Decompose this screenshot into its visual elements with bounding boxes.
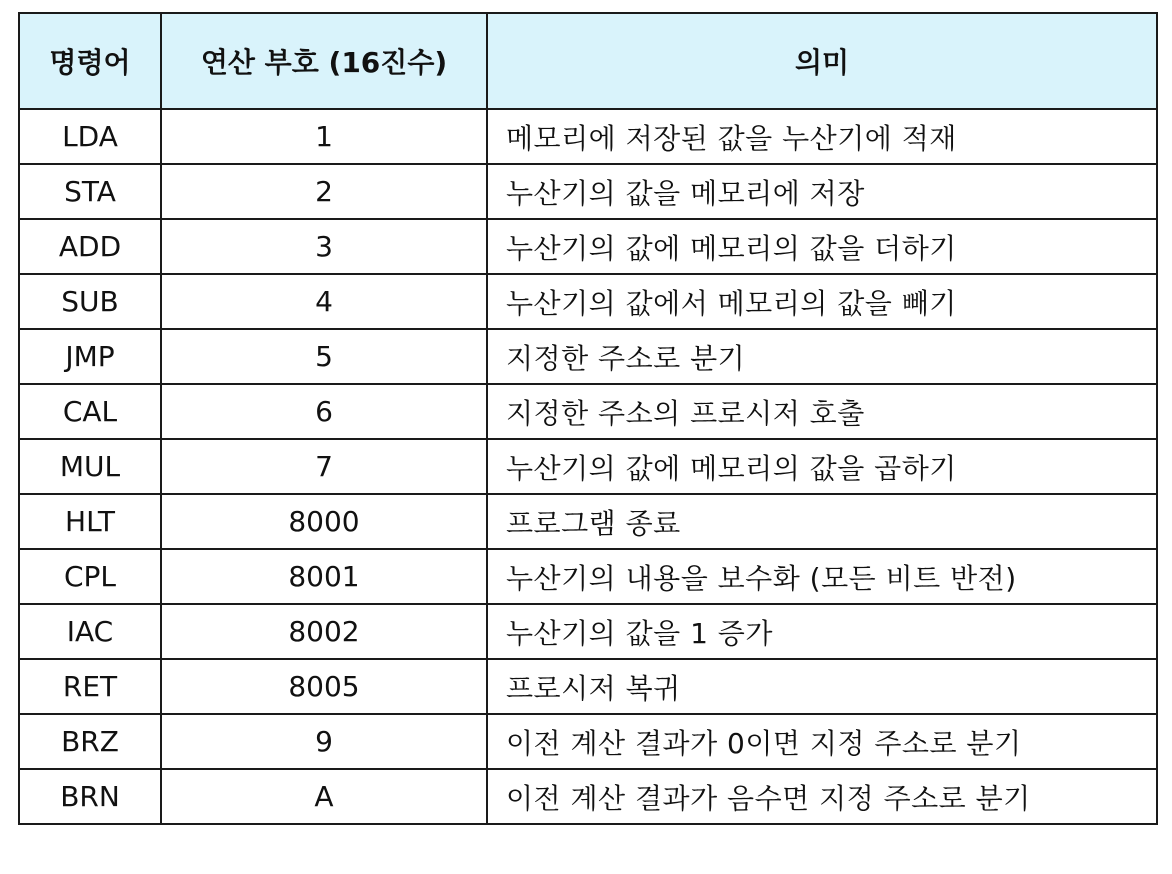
opcode-cell: 7 (161, 439, 487, 494)
mnemonic-cell: LDA (19, 109, 161, 164)
mnemonic-cell: MUL (19, 439, 161, 494)
table-row (19, 604, 1157, 659)
meaning-cell: 지정한 주소로 분기 (487, 329, 1157, 384)
table-body (19, 109, 1157, 824)
instruction-table-container (18, 12, 1156, 825)
opcode-cell: 5 (161, 329, 487, 384)
table-row (19, 329, 1157, 384)
mnemonic-cell: STA (19, 164, 161, 219)
opcode-cell: 4 (161, 274, 487, 329)
header-opcode: 연산 부호 (16진수) (161, 13, 487, 109)
meaning-cell: 메모리에 저장된 값을 누산기에 적재 (487, 109, 1157, 164)
meaning-cell: 누산기의 값을 1 증가 (487, 604, 1157, 659)
mnemonic-cell: IAC (19, 604, 161, 659)
meaning-cell: 누산기의 값에 메모리의 값을 더하기 (487, 219, 1157, 274)
opcode-cell: 8002 (161, 604, 487, 659)
opcode-cell: A (161, 769, 487, 824)
mnemonic-cell: BRZ (19, 714, 161, 769)
mnemonic-cell: BRN (19, 769, 161, 824)
meaning-cell: 누산기의 값을 메모리에 저장 (487, 164, 1157, 219)
opcode-cell: 8000 (161, 494, 487, 549)
mnemonic-cell: JMP (19, 329, 161, 384)
meaning-cell: 이전 계산 결과가 음수면 지정 주소로 분기 (487, 769, 1157, 824)
mnemonic-cell: HLT (19, 494, 161, 549)
table-row (19, 274, 1157, 329)
table-row (19, 439, 1157, 494)
mnemonic-cell: SUB (19, 274, 161, 329)
opcode-cell: 1 (161, 109, 487, 164)
opcode-cell: 8001 (161, 549, 487, 604)
header-meaning: 의미 (487, 13, 1157, 109)
table-row (19, 549, 1157, 604)
table-row (19, 109, 1157, 164)
mnemonic-cell: ADD (19, 219, 161, 274)
table-row (19, 659, 1157, 714)
mnemonic-cell: CAL (19, 384, 161, 439)
header-row (19, 13, 1157, 109)
table-row (19, 494, 1157, 549)
table-row (19, 164, 1157, 219)
opcode-cell: 3 (161, 219, 487, 274)
opcode-cell: 8005 (161, 659, 487, 714)
instruction-table (18, 12, 1158, 825)
table-row (19, 384, 1157, 439)
meaning-cell: 지정한 주소의 프로시저 호출 (487, 384, 1157, 439)
opcode-cell: 6 (161, 384, 487, 439)
mnemonic-cell: RET (19, 659, 161, 714)
mnemonic-cell: CPL (19, 549, 161, 604)
header-mnemonic: 명령어 (19, 13, 161, 109)
opcode-cell: 2 (161, 164, 487, 219)
table-row (19, 769, 1157, 824)
meaning-cell: 프로시저 복귀 (487, 659, 1157, 714)
meaning-cell: 이전 계산 결과가 0이면 지정 주소로 분기 (487, 714, 1157, 769)
meaning-cell: 누산기의 값에서 메모리의 값을 빼기 (487, 274, 1157, 329)
table-row (19, 714, 1157, 769)
meaning-cell: 누산기의 값에 메모리의 값을 곱하기 (487, 439, 1157, 494)
opcode-cell: 9 (161, 714, 487, 769)
table-row (19, 219, 1157, 274)
meaning-cell: 누산기의 내용을 보수화 (모든 비트 반전) (487, 549, 1157, 604)
meaning-cell: 프로그램 종료 (487, 494, 1157, 549)
